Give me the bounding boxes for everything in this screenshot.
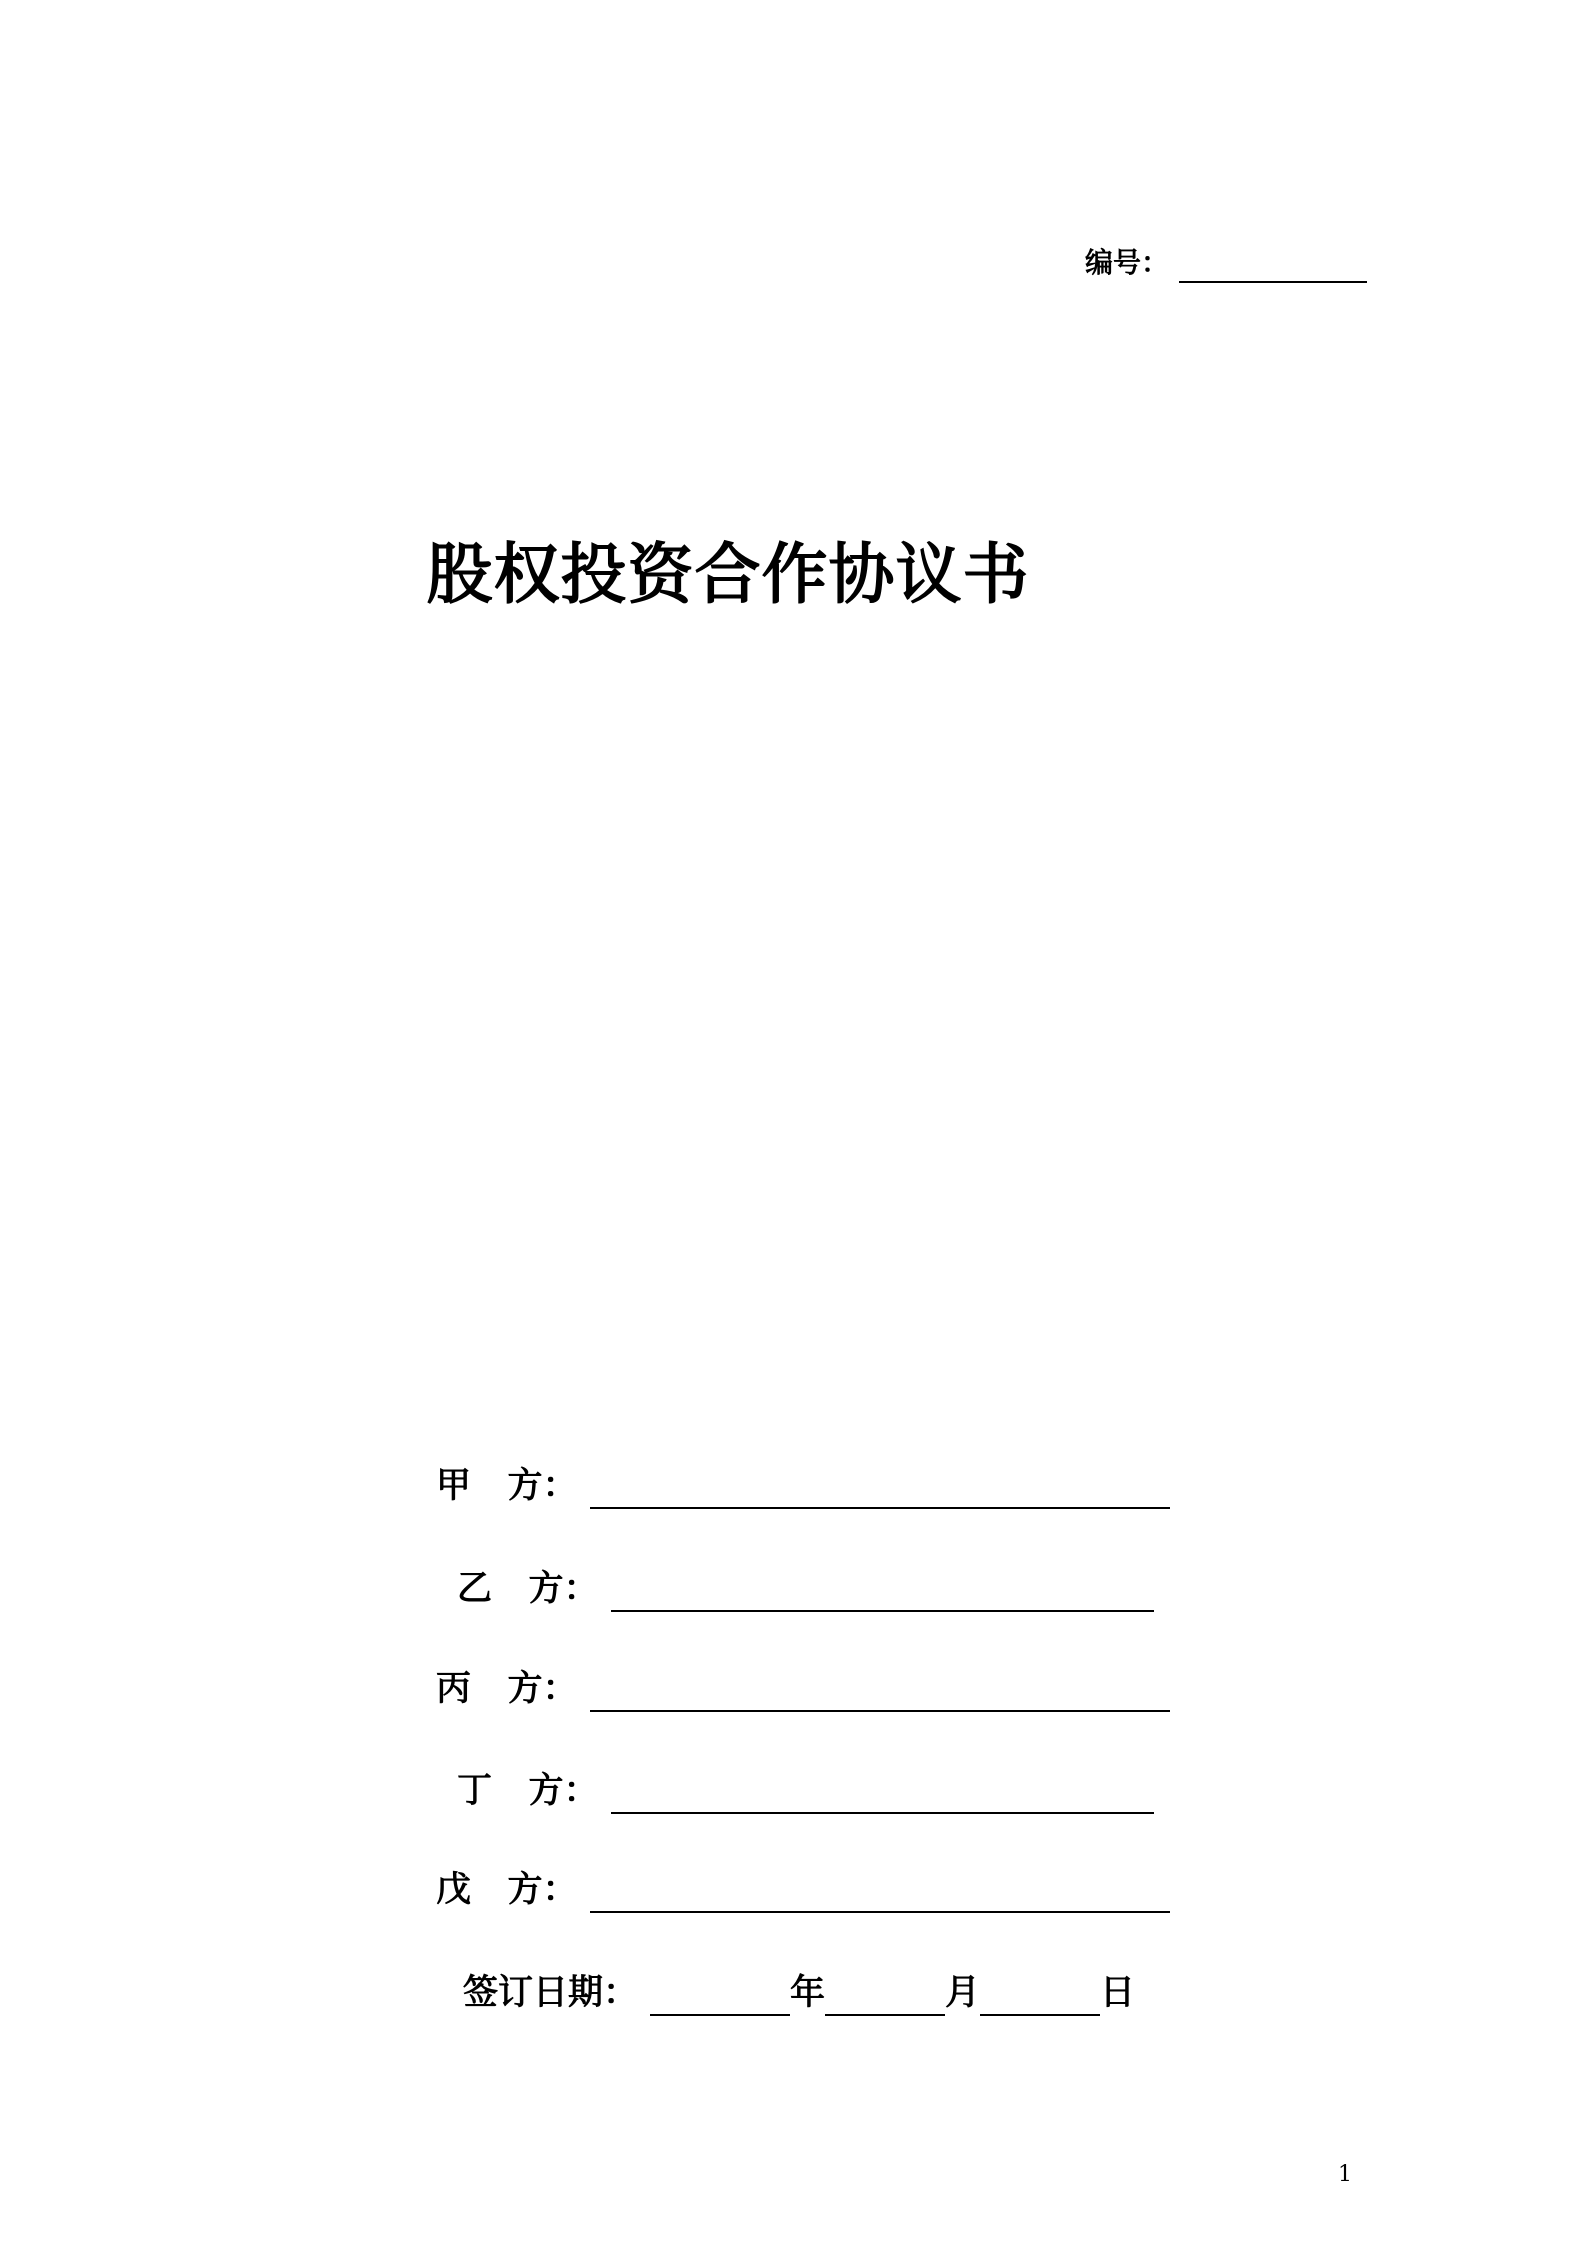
serial-number-blank[interactable] [1179, 251, 1367, 283]
sign-date-field [463, 1970, 1135, 2016]
party-c-label: 丙 方： [436, 1669, 578, 1709]
party-b-blank[interactable] [611, 1576, 1154, 1612]
sign-year-label: 年 [790, 1973, 826, 2013]
party-c-blank[interactable] [590, 1676, 1170, 1712]
sign-month-blank[interactable] [825, 1980, 945, 2016]
party-a-blank[interactable] [590, 1473, 1170, 1509]
serial-number-label: 编号： [1085, 246, 1170, 279]
party-a-field [436, 1463, 1170, 1509]
party-b-label: 乙 方： [457, 1569, 599, 1609]
party-d-label: 丁 方： [457, 1771, 599, 1811]
party-e-label: 戊 方： [436, 1870, 578, 1910]
serial-number-field [1085, 243, 1367, 283]
sign-date-label: 签订日期： [463, 1973, 639, 2013]
page-number: 1 [1338, 2162, 1352, 2187]
sign-day-label: 日 [1100, 1973, 1136, 2013]
party-a-label: 甲 方： [436, 1466, 578, 1506]
document-title: 股权投资合作协议书 [426, 536, 1030, 613]
sign-year-blank[interactable] [650, 1980, 790, 2016]
sign-day-blank[interactable] [980, 1980, 1100, 2016]
party-c-field [436, 1666, 1170, 1712]
sign-month-label: 月 [945, 1973, 981, 2013]
party-d-field [457, 1768, 1154, 1814]
party-e-blank[interactable] [590, 1877, 1170, 1913]
party-e-field [436, 1867, 1170, 1913]
party-d-blank[interactable] [611, 1778, 1154, 1814]
document-title-container [0, 535, 1586, 615]
party-b-field [457, 1566, 1154, 1612]
